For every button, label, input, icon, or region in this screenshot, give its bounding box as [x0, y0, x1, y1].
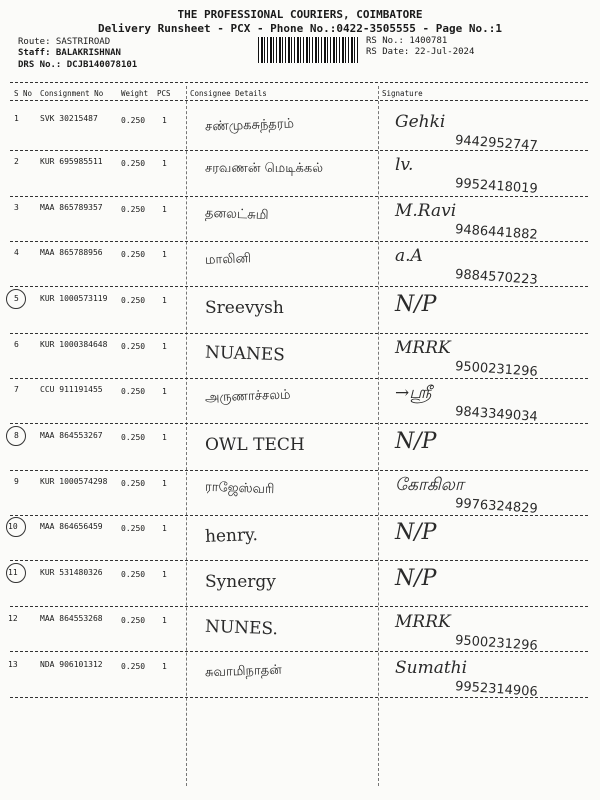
row-weight: 0.250: [121, 524, 146, 533]
row-signature: →ஸ்ரீ: [395, 383, 432, 403]
row-consignee-handwriting: ராஜேஸ்வரி: [204, 479, 275, 498]
rs-date: RS Date: 22-Jul-2024: [366, 47, 475, 57]
row-divider: [10, 697, 588, 698]
row-weight: 0.250: [121, 433, 146, 442]
row-weight: 0.250: [121, 616, 146, 625]
row-phone: 9500231296: [454, 359, 539, 380]
row-weight: 0.250: [121, 662, 146, 671]
row-signature: MRRK: [395, 338, 451, 358]
row-divider: [10, 241, 588, 242]
row-phone: 9500231296: [454, 633, 539, 654]
row-consignee-handwriting: தனலட்சுமி: [204, 205, 269, 224]
row-divider: [10, 515, 588, 516]
col-weight: Weight: [121, 89, 149, 98]
row-signature: N/P: [395, 520, 437, 545]
runsheet-title: Delivery Runsheet - PCX - Phone No.:0422-3505555 - Page No.:1: [98, 22, 502, 35]
row-weight: 0.250: [121, 296, 146, 305]
row-phone: 9884570223: [454, 267, 539, 288]
row-sno: 3: [14, 203, 19, 212]
row-weight: 0.250: [121, 479, 146, 488]
row-divider: [10, 651, 588, 652]
row-phone: 9486441882: [454, 222, 539, 243]
col-consignee: Consignee Details: [190, 89, 267, 98]
row-pcs: 1: [162, 479, 167, 488]
row-signature: M.Ravi: [395, 201, 457, 221]
row-phone: 9952418019: [454, 176, 539, 197]
row-pcs: 1: [162, 570, 167, 579]
row-weight: 0.250: [121, 159, 146, 168]
signature-column-line: [378, 86, 379, 786]
row-consignment-no: KUR 1000574298: [40, 477, 108, 486]
row-sno: 11: [8, 568, 18, 577]
row-pcs: 1: [162, 342, 167, 351]
row-consignment-no: KUR 531480326: [40, 568, 103, 577]
row-consignee-handwriting: OWL TECH: [205, 435, 305, 455]
route-label: Route: SASTRIROAD: [18, 37, 111, 47]
row-sno: 12: [8, 614, 18, 623]
row-consignee-handwriting: Sreevysh: [205, 298, 284, 318]
row-consignment-no: MAA 865788956: [40, 248, 103, 257]
row-sno: 8: [14, 431, 19, 440]
row-consignee-handwriting: அருணாச்சலம்: [204, 387, 291, 406]
row-number-circle: [6, 563, 26, 583]
row-signature: கோகிலா: [395, 475, 464, 495]
row-phone: 9976324829: [454, 496, 539, 517]
row-divider: [10, 333, 588, 334]
col-pcs: PCS: [157, 89, 171, 98]
row-phone: 9442952747: [454, 133, 539, 154]
row-divider: [10, 423, 588, 424]
row-sno: 2: [14, 157, 19, 166]
row-consignee-handwriting: NUANES: [204, 342, 286, 366]
row-number-circle: [6, 289, 26, 309]
row-consignment-no: MAA 864553267: [40, 431, 103, 440]
drs-number: DRS No.: DCJB140078101: [18, 60, 138, 70]
row-consignee-handwriting: henry.: [204, 525, 259, 547]
row-signature: lv.: [395, 155, 414, 175]
row-weight: 0.250: [121, 250, 146, 259]
row-sno: 5: [14, 294, 19, 303]
row-consignment-no: SVK 30215487: [40, 114, 98, 123]
row-number-circle: [6, 426, 26, 446]
row-sno: 13: [8, 660, 18, 669]
row-sno: 6: [14, 340, 19, 349]
row-consignee-handwriting: Synergy: [205, 572, 276, 592]
col-signature: Signature: [382, 89, 423, 98]
row-weight: 0.250: [121, 205, 146, 214]
rs-number: RS No.: 1400781: [366, 36, 448, 46]
row-consignee-handwriting: NUNES.: [204, 616, 279, 640]
row-weight: 0.250: [121, 387, 146, 396]
row-sno: 9: [14, 477, 19, 486]
row-pcs: 1: [162, 296, 167, 305]
row-sno: 1: [14, 114, 19, 123]
row-signature: N/P: [395, 566, 437, 591]
row-consignment-no: MAA 865789357: [40, 203, 103, 212]
row-pcs: 1: [162, 524, 167, 533]
row-consignment-no: CCU 911191455: [40, 385, 103, 394]
row-consignee-handwriting: சரவணன் மெடிக்கல்: [205, 161, 323, 176]
row-divider: [10, 606, 588, 607]
col-sno: S No: [14, 89, 33, 98]
row-signature: a.A: [395, 246, 423, 266]
row-consignment-no: NDA 906101312: [40, 660, 103, 669]
row-signature: Gehki: [395, 112, 446, 132]
row-pcs: 1: [162, 205, 167, 214]
row-divider: [10, 470, 588, 471]
row-divider: [10, 196, 588, 197]
row-divider: [10, 378, 588, 379]
row-number-circle: [6, 517, 26, 537]
header-divider: [10, 82, 588, 83]
row-phone: 9843349034: [454, 404, 539, 425]
row-consignment-no: MAA 864656459: [40, 522, 103, 531]
row-divider: [10, 286, 588, 287]
row-pcs: 1: [162, 387, 167, 396]
row-signature: N/P: [395, 292, 437, 317]
row-consignment-no: MAA 864553268: [40, 614, 103, 623]
row-weight: 0.250: [121, 342, 146, 351]
row-divider: [10, 560, 588, 561]
row-consignment-no: KUR 1000384648: [40, 340, 108, 349]
row-pcs: 1: [162, 616, 167, 625]
consignee-column-line: [186, 86, 187, 786]
row-phone: 9952314906: [454, 679, 539, 700]
row-divider: [10, 150, 588, 151]
staff-label: Staff: BALAKRISHNAN: [18, 48, 121, 58]
row-signature: N/P: [395, 429, 437, 454]
row-pcs: 1: [162, 433, 167, 442]
row-weight: 0.250: [121, 116, 146, 125]
company-title: THE PROFESSIONAL COURIERS, COIMBATORE: [177, 8, 423, 21]
row-sno: 7: [14, 385, 19, 394]
row-consignee-handwriting: சண்முகசுந்தரம்: [204, 116, 295, 135]
row-signature: Sumathi: [395, 658, 468, 678]
row-sno: 10: [8, 522, 18, 531]
row-consignment-no: KUR 695985511: [40, 157, 103, 166]
row-consignment-no: KUR 1000573119: [40, 294, 108, 303]
row-consignee-handwriting: மாலினி: [204, 251, 252, 268]
col-consignment: Consignment No: [40, 89, 104, 98]
barcode: [258, 37, 358, 63]
row-pcs: 1: [162, 116, 167, 125]
row-consignee-handwriting: சுவாமிநாதன்: [204, 662, 282, 681]
row-weight: 0.250: [121, 570, 146, 579]
row-pcs: 1: [162, 250, 167, 259]
column-divider: [10, 100, 588, 101]
row-sno: 4: [14, 248, 19, 257]
row-signature: MRRK: [395, 612, 451, 632]
row-pcs: 1: [162, 662, 167, 671]
row-pcs: 1: [162, 159, 167, 168]
